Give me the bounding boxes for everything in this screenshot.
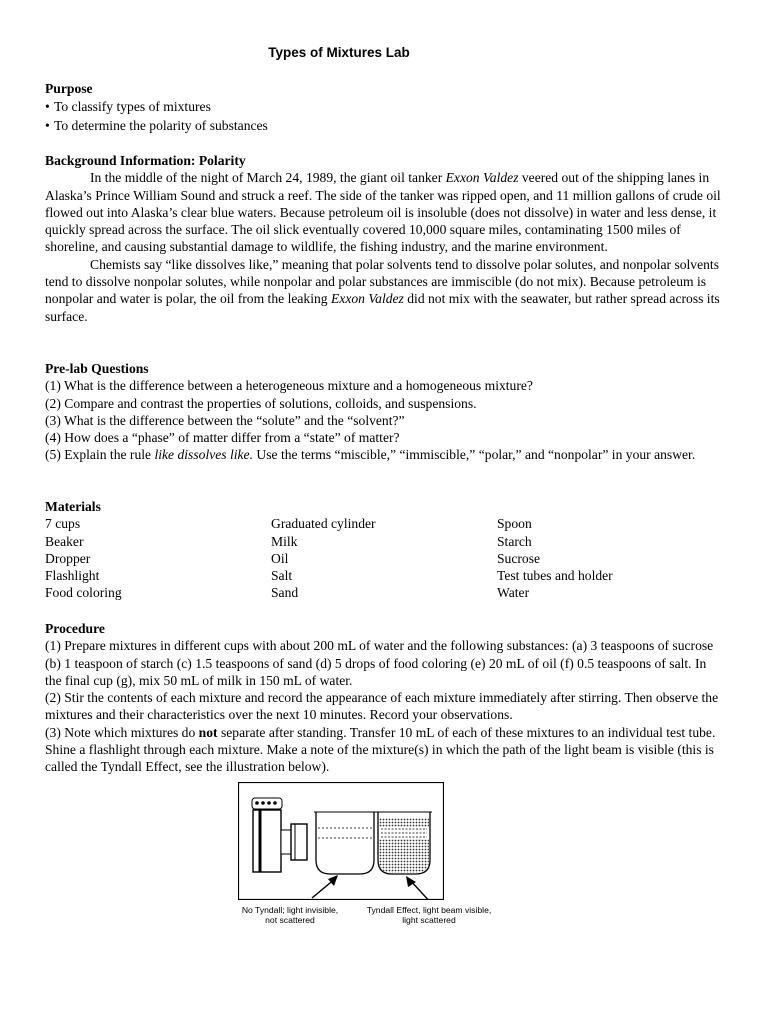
caption-tyndall-effect: Tyndall Effect, light beam visible, light scattered	[366, 905, 492, 925]
material-item: Starch	[497, 533, 532, 549]
material-item: Graduated cylinder	[271, 516, 376, 532]
background-heading: Background Information: Polarity	[45, 153, 246, 168]
materials-heading: Materials	[45, 499, 101, 514]
prelab-question: (5) Explain the rule like dissolves like. Use the terms “miscible,” “immiscible,” “polar,” and “nonpolar” in your answer.	[45, 447, 696, 463]
material-item: Salt	[271, 568, 293, 584]
background-paragraph-2: Chemists say “like dissolves like,” meaning that polar solvents tend to dissolve polar solutes, and nonpolar solvents tend to dissolve nonpolar solutes, while nonpolar and polar substances are immiscible (do not mix). Because petroleum is nonpolar and water is polar, the oil from the leaking Exxon Valdez did not mix with the seawater, but rather spread across its surface.	[45, 256, 720, 324]
background-paragraph-1: In the middle of the night of March 24, 1989, the giant oil tanker Exxon Valdez veered out of the shipping lanes in Alaska’s Prince William Sound and struck a reef. The side of the tanker was ripped open, and 11 million gallons of crude oil flowed out into Alaska’s clear blue waters. Because petroleum oil is insoluble (does not dissolve) in water and less dense, it quickly spread across the surface. The oil slick eventually covered 10,000 square miles, contaminating 1500 miles of shoreline, and causing substantial damage to wildlife, the fishing industry, and the marine environment.	[45, 170, 721, 255]
purpose-bullet-text: To determine the polarity of substances	[54, 118, 268, 134]
materials-row	[45, 567, 725, 584]
material-item: Sand	[271, 585, 299, 601]
material-item: Spoon	[497, 516, 532, 532]
beaker-tyndall-effect	[376, 812, 432, 874]
material-item: Oil	[271, 550, 289, 566]
procedure-step: (3) Note which mixtures do not separate after standing. Transfer 10 mL of each of these mixtures to an individual test tube. Shine a flashlight through each mixture. Make a note of the mixture(s) in which the path of the light beam is visible (this is called the Tyndall Effect, see the illustration below).	[45, 724, 716, 775]
materials-row	[45, 533, 725, 550]
material-item: Sucrose	[497, 550, 541, 566]
prelab-question: (2) Compare and contrast the properties of solutions, colloids, and suspensions.	[45, 395, 477, 411]
material-item: Flashlight	[45, 568, 100, 584]
tyndall-illustration	[238, 782, 444, 900]
bullet-icon: •	[45, 118, 50, 134]
material-item: Food coloring	[45, 585, 122, 601]
prelab-question: (3) What is the difference between the “solute” and the “solvent?”	[45, 412, 405, 428]
material-item: Milk	[271, 533, 298, 549]
prelab-section	[45, 360, 725, 464]
purpose-bullet-text: To classify types of mixtures	[54, 99, 211, 115]
material-item: 7 cups	[45, 516, 81, 532]
purpose-bullet	[45, 97, 725, 116]
material-item: Dropper	[45, 550, 91, 566]
materials-section	[45, 498, 725, 602]
prelab-question: (4) How does a “phase” of matter differ from a “state” of matter?	[45, 430, 400, 446]
procedure-section	[45, 620, 725, 776]
caption-no-tyndall: No Tyndall; light invisible, not scattered	[241, 905, 339, 925]
prelab-heading: Pre-lab Questions	[45, 361, 149, 376]
materials-row	[45, 550, 725, 567]
procedure-heading: Procedure	[45, 621, 105, 636]
purpose-bullet	[45, 116, 725, 135]
material-item: Test tubes and holder	[497, 568, 613, 584]
purpose-heading: Purpose	[45, 81, 93, 96]
materials-row	[45, 515, 725, 532]
bullet-icon: •	[45, 99, 50, 115]
procedure-step: (1) Prepare mixtures in different cups with about 200 mL of water and the following substances: (a) 3 teaspoons of sucrose (b) 1 teaspoon of starch (c) 1.5 teaspoons of sand (d) 5 drops of food coloring (e) 20 mL of oil (f) 0.5 teaspoons of salt. In the final cup (g), mix 50 mL of milk in 150 mL of water.	[45, 638, 714, 688]
purpose-section	[45, 80, 725, 135]
material-item: Beaker	[45, 533, 84, 549]
procedure-step: (2) Stir the contents of each mixture and record the appearance of each mixture immediately after stirring. Then observe the mixtures and their characteristics over the next 10 minutes. Record your observations.	[45, 690, 719, 723]
materials-table	[45, 515, 725, 601]
materials-row	[45, 584, 725, 601]
background-section	[45, 152, 725, 325]
material-item: Water	[497, 585, 530, 601]
page-title: Types of Mixtures Lab	[268, 45, 410, 60]
prelab-question: (1) What is the difference between a heterogeneous mixture and a homogeneous mixture?	[45, 378, 533, 394]
